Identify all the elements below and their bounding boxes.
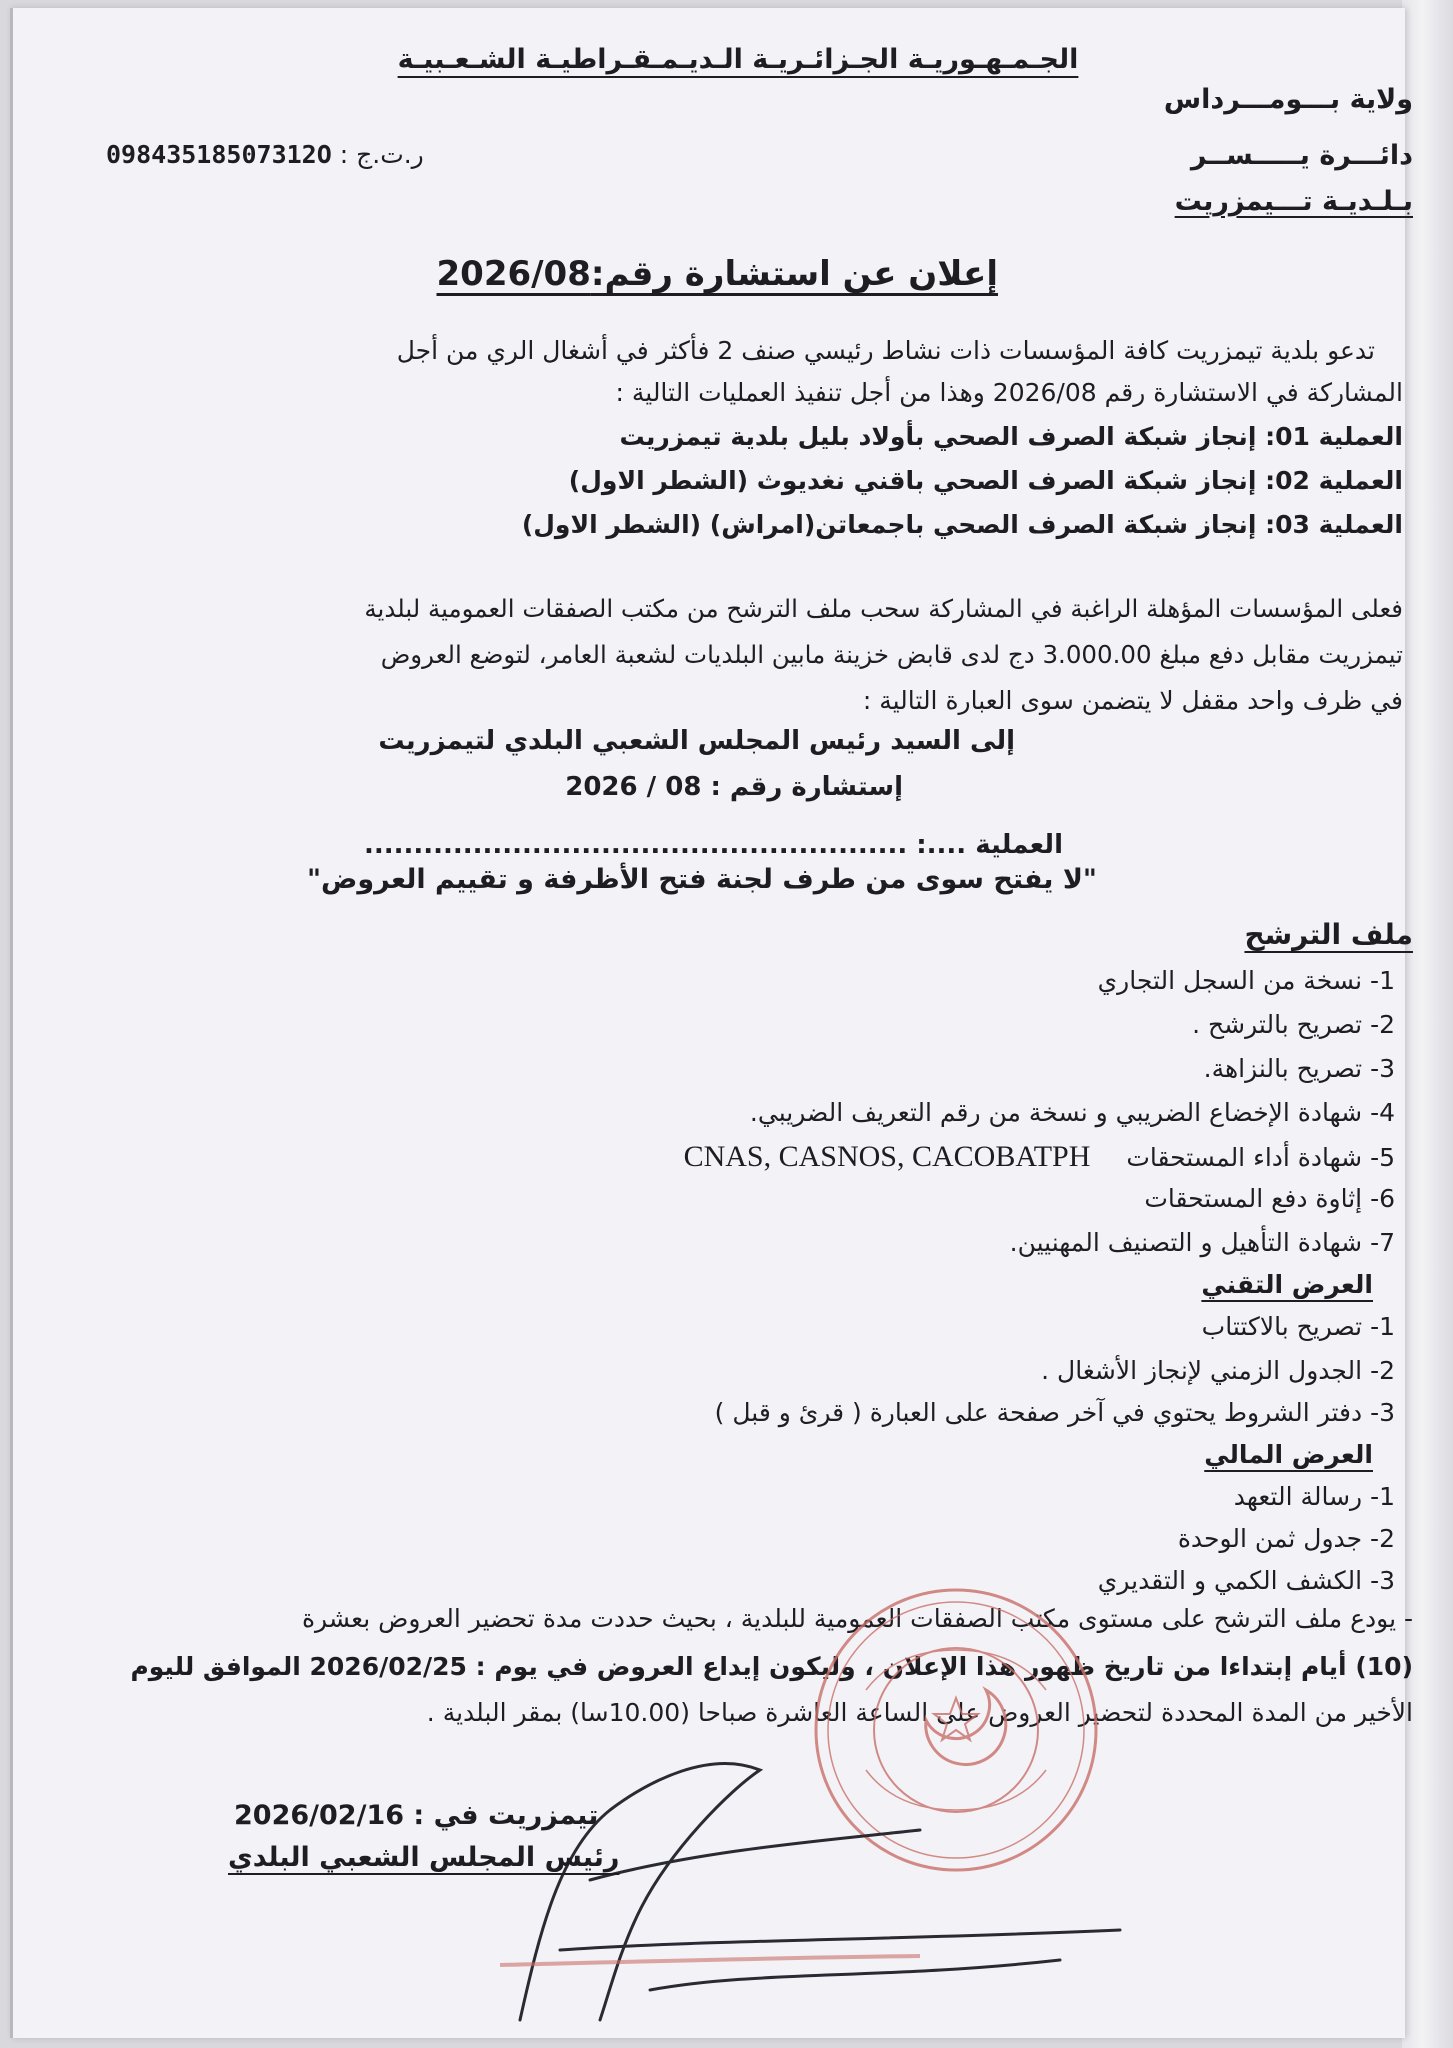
- deposit-line-1: - يودع ملف الترشح على مستوى مكتب الصفقات العمومية للبلدية ، بحيث حددت مدة تحضير العروض بعشرة: [301, 1604, 1413, 1633]
- candidacy-item-5: [684, 1140, 1395, 1174]
- daira-line: دائـــرة يـــــســر: [1190, 140, 1413, 171]
- signature-title: رئيس المجلس الشعبي البلدي: [228, 1842, 620, 1873]
- financial-item-2: 2- جدول ثمن الوحدة: [1177, 1524, 1395, 1553]
- operation-1: العملية 01: إنجاز شبكة الصرف الصحي بأولاد بليل بلدية تيمزريت: [619, 422, 1403, 451]
- candidacy-item-4: 4- شهادة الإخضاع الضريبي و نسخة من رقم التعريف الضريبي.: [749, 1098, 1395, 1127]
- paper-edge: [1402, 0, 1453, 2048]
- conditions-line-3: في ظرف واحد مقفل لا يتضمن سوى العبارة التالية :: [862, 686, 1403, 715]
- technical-item-1: 1- تصريح بالاكتتاب: [1201, 1312, 1395, 1341]
- page-title: إعلان عن استشارة رقم:2026/08: [436, 254, 998, 294]
- signature-date: تيمزريت في : 2026/02/16: [234, 1800, 599, 1831]
- financial-item-3: 3- الكشف الكمي و التقديري: [1097, 1566, 1395, 1595]
- candidacy-item-7: 7- شهادة التأهيل و التصنيف المهنيين.: [1009, 1228, 1395, 1257]
- technical-heading: العرض التقني: [1201, 1270, 1373, 1299]
- conditions-line-2: تيمزريت مقابل دفع مبلغ 3.000.00 دج لدى قابض خزينة مابين البلديات لشعبة العامر، لتوضع العروض: [380, 640, 1403, 669]
- candidacy-item-6: 6- إثاوة دفع المستحقات: [1144, 1184, 1395, 1213]
- wilaya-line: ولاية بـــومـــرداس: [1163, 84, 1413, 115]
- rtj-line: [106, 140, 424, 169]
- candidacy-item-5-codes: CNAS, CASNOS, CACOBATPH: [683, 1140, 1091, 1173]
- deposit-line-2: (10) أيام إبتداءا من تاريخ ظهور هذا الإعلان ، وليكون إيداع العروض في يوم : 2026/02/25 الموافق لليوم: [130, 1652, 1413, 1681]
- operation-2: العملية 02: إنجاز شبكة الصرف الصحي باقني نغديوث (الشطر الاول): [568, 466, 1403, 495]
- operation-3: العملية 03: إنجاز شبكة الصرف الصحي باجمعاتن(امراش) (الشطر الاول): [521, 510, 1403, 539]
- financial-heading: العرض المالي: [1204, 1440, 1373, 1469]
- candidacy-item-5-label: 5- شهادة أداء المستحقات: [1126, 1143, 1395, 1172]
- envelope-to: إلى السيد رئيس المجلس الشعبي البلدي لتيمزريت: [378, 726, 1015, 756]
- technical-item-3: 3- دفتر الشروط يحتوي في آخر صفحة على العبارة ( قرئ و قبل ): [714, 1398, 1395, 1427]
- intro-line-2: المشاركة في الاستشارة رقم 2026/08 وهذا من أجل تنفيذ العمليات التالية :: [615, 378, 1403, 407]
- envelope-notice: "لا يفتح سوى من طرف لجنة فتح الأظرفة و تقييم العروض": [306, 864, 1097, 895]
- technical-item-2: 2- الجدول الزمني لإنجاز الأشغال .: [1041, 1356, 1395, 1385]
- candidacy-item-1: 1- نسخة من السجل التجاري: [1097, 966, 1395, 995]
- envelope-operation: العملية ....: .......................................................: [363, 830, 1063, 860]
- conditions-line-1: فعلى المؤسسات المؤهلة الراغبة في المشاركة سحب ملف الترشح من مكتب الصفقات العمومية لبلدية: [364, 594, 1403, 623]
- envelope-consult: إستشارة رقم : 08 / 2026: [565, 772, 903, 802]
- intro-line-1: تدعو بلدية تيمزريت كافة المؤسسات ذات نشاط رئيسي صنف 2 فأكثر في أشغال الري من أجل: [396, 336, 1375, 365]
- deposit-line-3: الأخير من المدة المحددة لتحضير العروض على الساعة العاشرة صباحا (10.00سا) بمقر البلدية .: [426, 1698, 1413, 1727]
- financial-item-1: 1- رسالة التعهد: [1233, 1482, 1395, 1511]
- rtj-label: ر.ت.ج :: [339, 140, 424, 169]
- rtj-number: 09843518507312O: [106, 140, 332, 169]
- candidacy-heading: ملف الترشح: [1244, 918, 1413, 951]
- candidacy-item-2: 2- تصريح بالترشح .: [1192, 1010, 1395, 1039]
- candidacy-item-3: 3- تصريح بالنزاهة.: [1203, 1054, 1395, 1083]
- commune-line: بـلـديـة تـــيمزريت: [1174, 186, 1413, 217]
- republic-header: الجـمـهـوريـة الجـزائـريـة الـديـمـقـراطيـة الشـعـبيـة: [397, 44, 1079, 75]
- handwritten-signature-icon: [500, 1730, 1140, 2030]
